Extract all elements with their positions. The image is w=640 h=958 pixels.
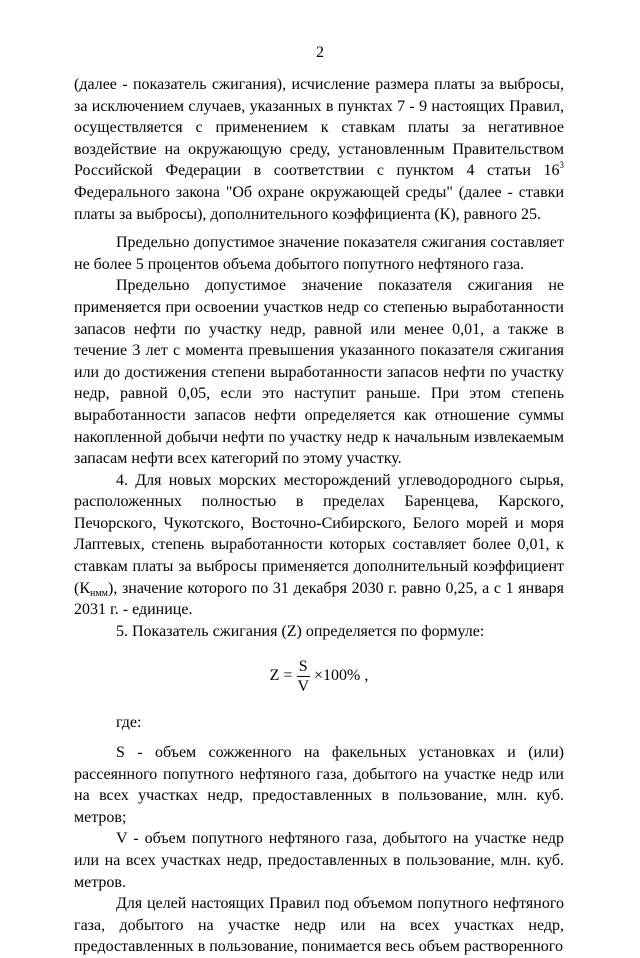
page-number: 2	[316, 44, 324, 61]
formula	[74, 650, 564, 702]
paragraph-5: 5. Показатель сжигания (Z) определяется по формуле:	[116, 622, 485, 640]
formula-rhs: 100%	[323, 667, 361, 685]
formula-denominator: V	[297, 677, 309, 695]
paragraph-1-text-b: Федерального закона "Об охране окружающей среды" (далее - ставки платы за выбросы), дополнительного коэффициента (К), равного 25.	[74, 183, 564, 223]
article-superscript: 3	[559, 160, 564, 171]
paragraph-1-text-a: (далее - показатель сжигания), исчисление размера платы за выбросы, за исключением случаев, указанных в пунктах 7 - 9 настоящих Правил, осуществляется с применением к ставкам платы за негативное воздействие на окружающую среду, установленным Правительством Российской Федерации в соответствии с пунктом 4 статьи 16	[74, 76, 564, 180]
coefficient-subscript: нмм	[90, 587, 109, 599]
formula-lhs: Z	[269, 667, 280, 685]
definition-v: V - объем попутного нефтяного газа, добытого на участке недр или на всех участках недр, предоставленных в пользование, млн. куб. метров.	[74, 830, 564, 891]
formula-equals: =	[283, 667, 293, 685]
paragraph-4-text-b: ), значение которого по 31 декабря 2030 г. равно 0,25, а с 1 января 2031 г. - единице.	[74, 579, 564, 619]
document-body	[74, 74, 564, 958]
paragraph-1	[74, 74, 564, 225]
definition-s: S - объем сожженного на факельных установках и (или) рассеянного попутного нефтяного газа, добытого на участке недр или на всех участках недр, предоставленных в пользование, млн. куб. метров;	[74, 744, 564, 826]
where-label: где:	[116, 714, 142, 732]
formula-fraction	[295, 657, 311, 696]
paragraph-4	[74, 470, 564, 621]
paragraph-last: Для целей настоящих Правил под объемом попутного нефтяного газа, добытого на участке недр или на всех участках недр, предоставленных в пользование, понимается весь объем растворенного	[74, 895, 564, 956]
formula-numerator: S	[298, 657, 308, 675]
paragraph-3: Предельно допустимое значение показателя сжигания не применяется при освоении участков недр со степенью выработанности запасов нефти по участку недр, равной или менее 0,01, а также в течение 3 лет с момента превышения указанного показателя сжигания или до достижения степени выработанности запасов нефти по участку недр, равной 0,05, если это наступит раньше. При этом степень выработанности запасов нефти определяется как отношение суммы накопленной добычи нефти по участку недр к начальным извлекаемым запасам нефти всех категорий по этому участку.	[74, 277, 564, 468]
paragraph-4-text-a: 4. Для новых морских месторождений углеводородного сырья, расположенных полностью в пределах Баренцева, Карского, Печорского, Чукотского, Восточно-Сибирского, Белого морей и моря Лаптевых, степень выработанности которых составляет более 0,01, к ставкам платы за выбросы применяется дополнительный коэффициент (К	[74, 471, 564, 597]
paragraph-2: Предельно допустимое значение показателя сжигания составляет не более 5 процентов объема добытого попутного нефтяного газа.	[74, 234, 564, 273]
formula-times: ×	[314, 667, 324, 685]
formula-end: ,	[364, 667, 369, 685]
